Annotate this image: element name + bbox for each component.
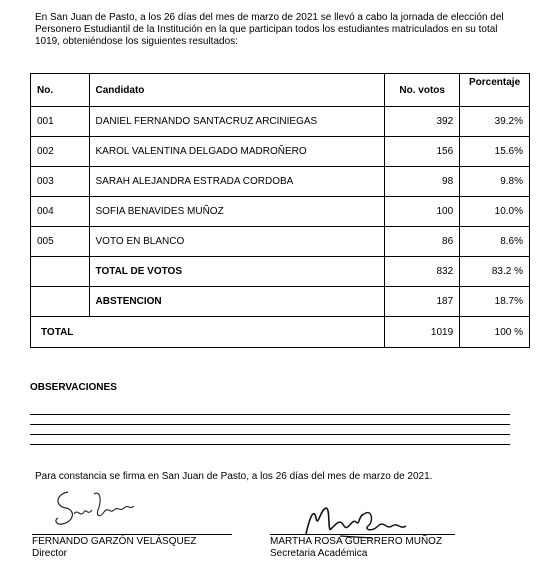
row-candidate: VOTO EN BLANCO	[89, 227, 385, 257]
table-row	[31, 137, 530, 167]
intro-line: Personero Estudiantil de la Institución en la que participan todos los estudiantes matriculados en su total	[35, 24, 498, 35]
abstention-label: ABSTENCION	[89, 287, 385, 317]
row-no: 004	[31, 197, 90, 227]
intro-line: 1019, obteniéndose los siguientes resultados:	[35, 36, 238, 47]
observation-line	[30, 414, 510, 415]
row-percent: 8.6%	[460, 227, 530, 257]
total-votes-percent: 83.2 %	[460, 257, 530, 287]
grand-total-value: 1019	[385, 317, 460, 348]
signature-line	[270, 534, 455, 535]
observation-line	[30, 444, 510, 445]
director-name: FERNANDO GARZÓN VELÁSQUEZ	[32, 536, 197, 547]
intro-line: En San Juan de Pasto, a los 26 días del mes de marzo de 2021 se llevó a cabo la jornada de elección del	[35, 12, 504, 23]
row-candidate: SARAH ALEJANDRA ESTRADA CORDOBA	[89, 167, 385, 197]
total-votes-value: 832	[385, 257, 460, 287]
header-no: No.	[31, 74, 90, 107]
closing-statement: Para constancia se firma en San Juan de Pasto, a los 26 días del mes de marzo de 2021.	[35, 471, 433, 482]
director-role: Director	[32, 548, 68, 559]
header-percent: Porcentaje	[460, 74, 530, 107]
table-header-row	[31, 74, 530, 107]
grand-total-label: TOTAL	[31, 317, 385, 348]
secretary-role: Secretaria Académica	[270, 548, 368, 559]
total-votes-label: TOTAL DE VOTOS	[89, 257, 385, 287]
intro-paragraph	[35, 12, 525, 48]
row-no: 002	[31, 137, 90, 167]
director-signature	[50, 484, 140, 536]
director-signature-block	[32, 534, 232, 560]
grand-total-percent: 100 %	[460, 317, 530, 348]
row-percent: 15.6%	[460, 137, 530, 167]
row-percent: 39.2%	[460, 107, 530, 137]
abstention-value: 187	[385, 287, 460, 317]
table-row	[31, 227, 530, 257]
row-no: 005	[31, 227, 90, 257]
abstention-percent: 18.7%	[460, 287, 530, 317]
row-votes: 86	[385, 227, 460, 257]
table-row	[31, 167, 530, 197]
header-votes: No. votos	[385, 74, 460, 107]
grand-total-row	[31, 317, 530, 348]
table-row	[31, 197, 530, 227]
signature-line	[32, 534, 232, 535]
table-row	[31, 107, 530, 137]
row-votes: 392	[385, 107, 460, 137]
abstention-row	[31, 287, 530, 317]
observation-line	[30, 424, 510, 425]
row-candidate: DANIEL FERNANDO SANTACRUZ ARCINIEGAS	[89, 107, 385, 137]
row-percent: 9.8%	[460, 167, 530, 197]
observations-title: OBSERVACIONES	[30, 382, 117, 393]
row-votes: 156	[385, 137, 460, 167]
empty-cell	[31, 287, 90, 317]
row-no: 003	[31, 167, 90, 197]
secretary-signature-block	[270, 534, 455, 560]
row-candidate: KAROL VALENTINA DELGADO MADROÑERO	[89, 137, 385, 167]
total-votes-row	[31, 257, 530, 287]
row-percent: 10.0%	[460, 197, 530, 227]
row-votes: 98	[385, 167, 460, 197]
row-no: 001	[31, 107, 90, 137]
observation-line	[30, 434, 510, 435]
header-candidate: Candidato	[89, 74, 385, 107]
row-candidate: SOFIA BENAVIDES MUÑOZ	[89, 197, 385, 227]
row-votes: 100	[385, 197, 460, 227]
empty-cell	[31, 257, 90, 287]
results-table	[30, 73, 530, 348]
secretary-name: MARTHA ROSA GUERRERO MUÑOZ	[270, 536, 443, 547]
